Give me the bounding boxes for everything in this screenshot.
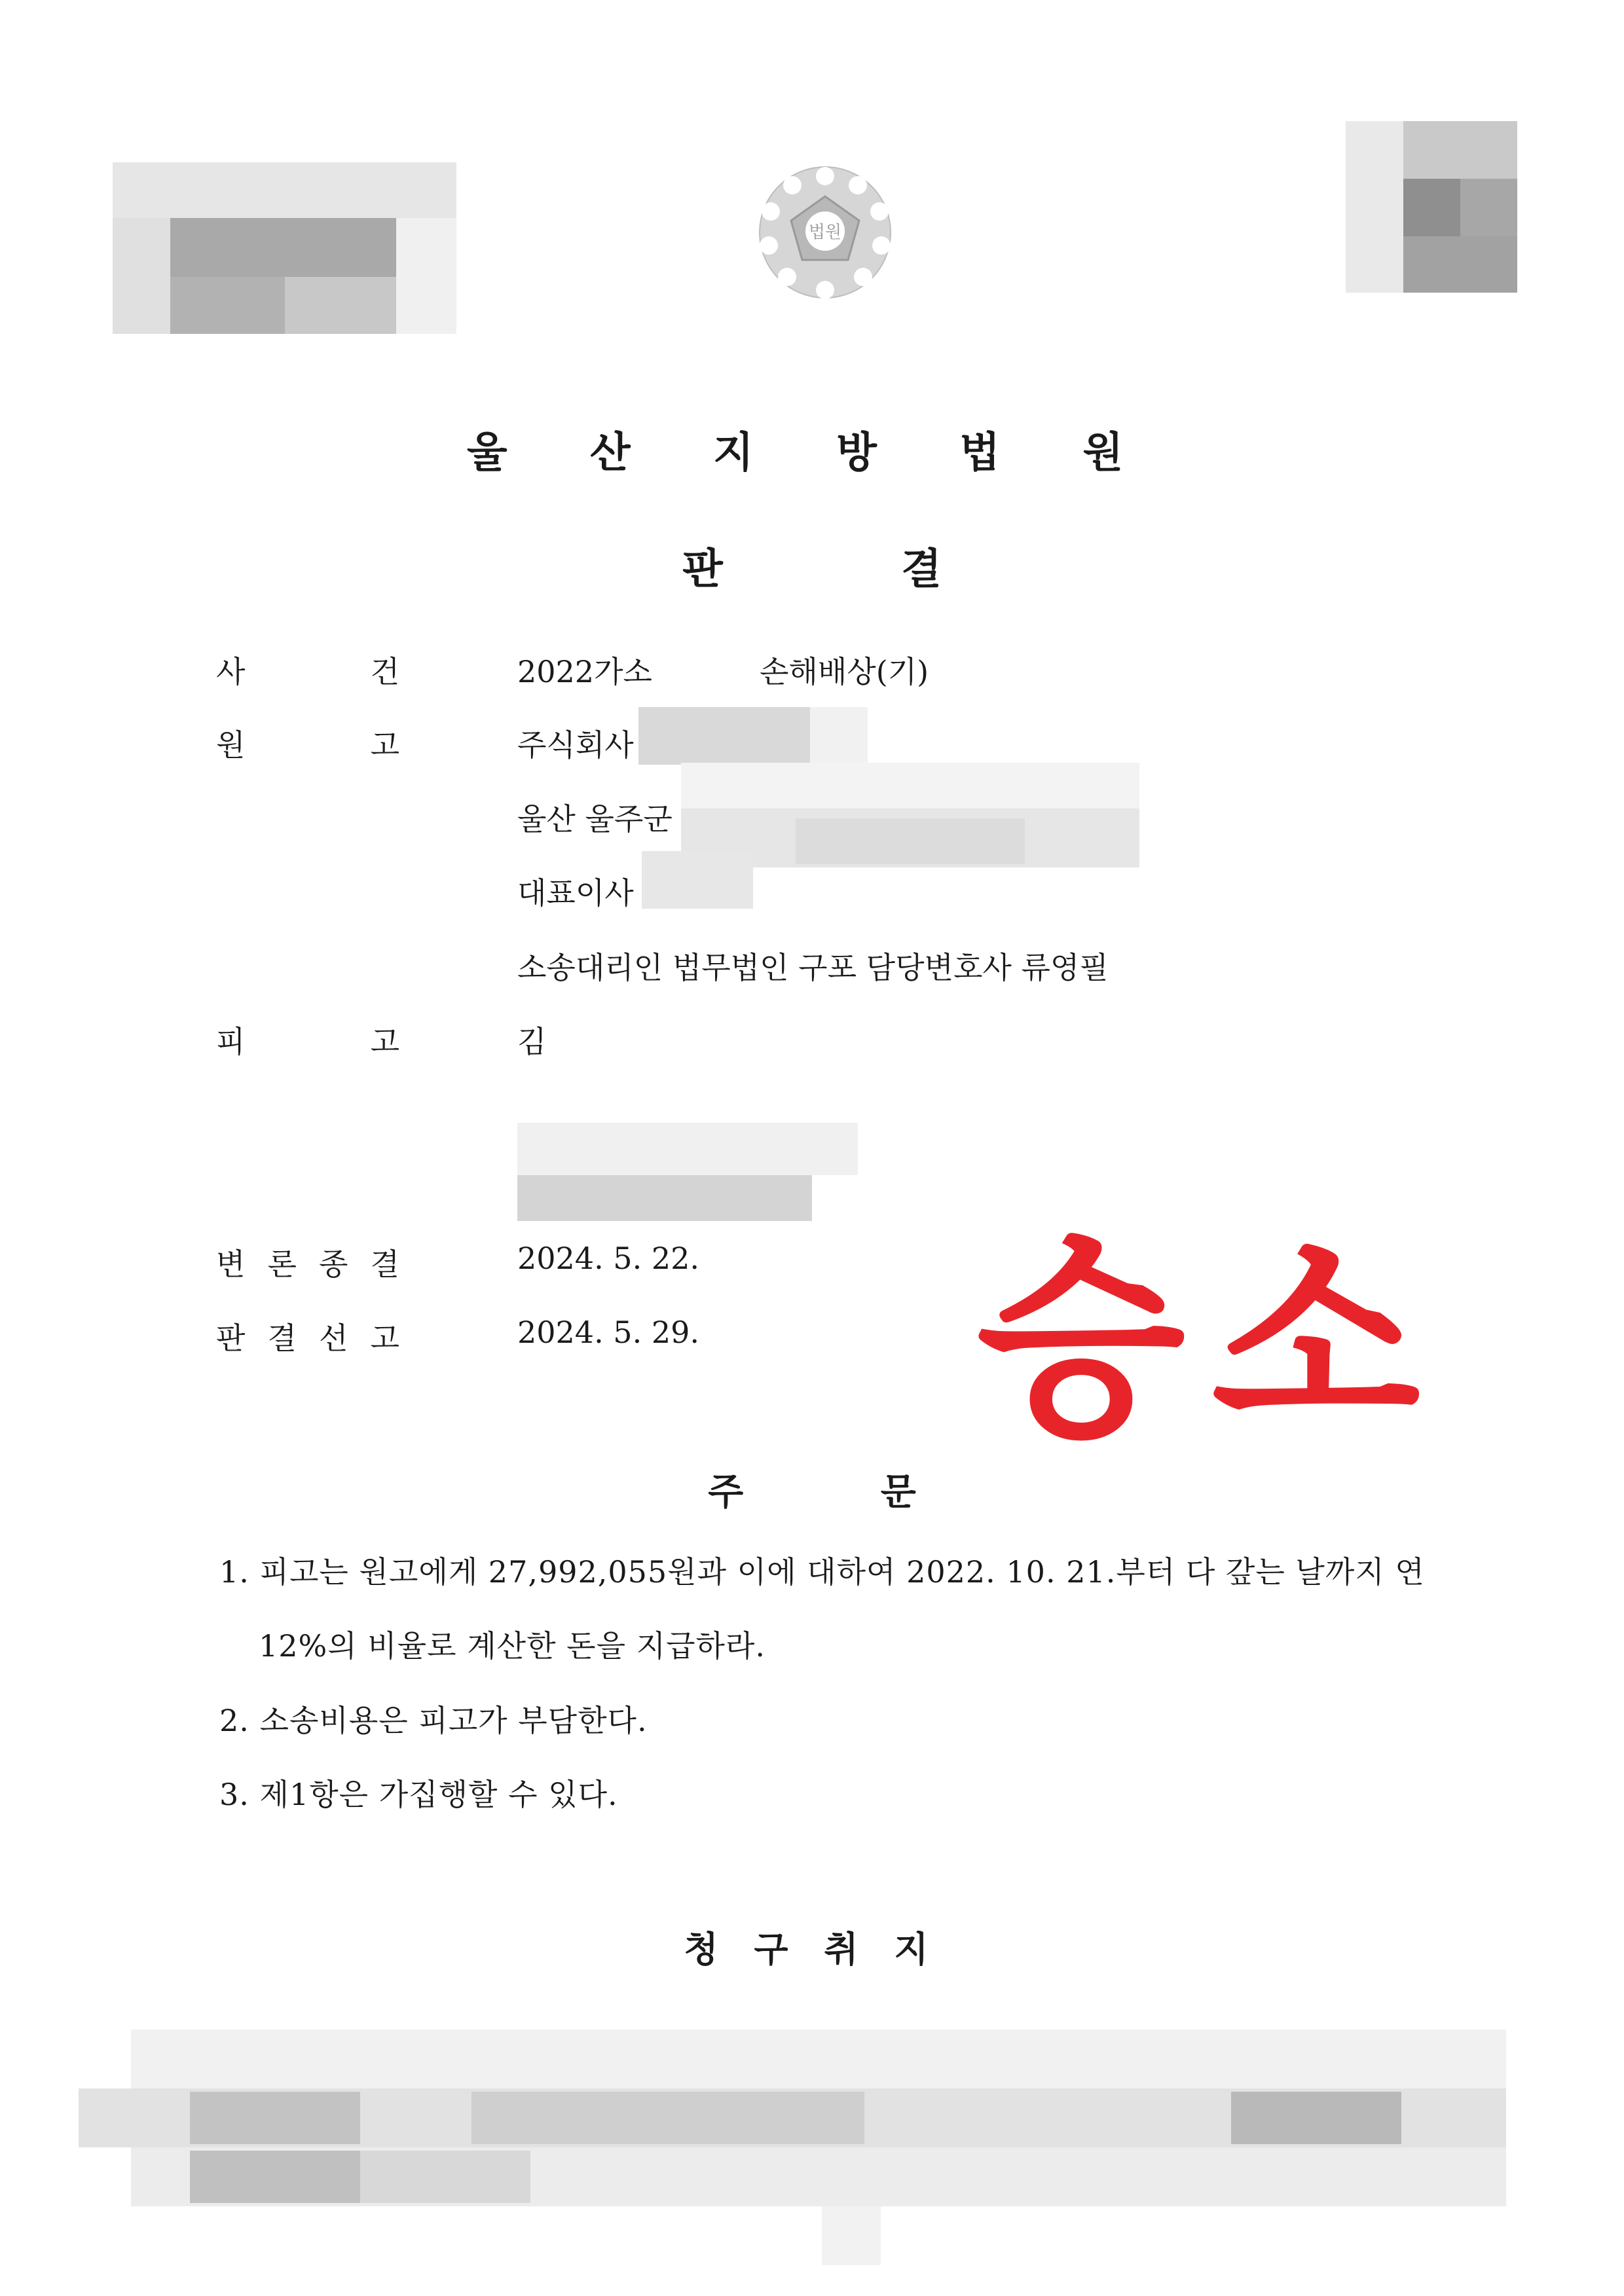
document-title: 판 결 <box>682 545 942 594</box>
plaintiff-representative: 대표이사 <box>517 875 634 911</box>
closing-label: 변 론 종 결 <box>216 1247 399 1282</box>
redacted-defendant-address <box>517 1123 858 1221</box>
court-emblem-icon <box>753 160 897 304</box>
order-item-1-cont: 12%의 비율로 계산한 돈을 지급하라. <box>259 1628 766 1664</box>
redacted-representative <box>642 851 753 909</box>
emblem-text: 법원 <box>808 223 842 242</box>
svg-text:승소: 승소 <box>976 1218 1447 1460</box>
victory-stamp <box>845 1218 1578 1460</box>
ruling-date: 2024. 5. 29. <box>517 1315 699 1350</box>
order-item-2: 2. 소송비용은 피고가 부담한다. <box>219 1703 648 1738</box>
order-item-3: 3. 제1항은 가집행할 수 있다. <box>219 1777 618 1812</box>
redacted-header-right <box>1346 121 1517 293</box>
case-label: 사 건 <box>216 654 399 689</box>
court-name: 울 산 지 방 법 원 <box>466 428 1158 477</box>
ruling-label: 판 결 선 고 <box>216 1321 399 1356</box>
closing-date: 2024. 5. 22. <box>517 1241 699 1276</box>
defendant-name: 김 <box>517 1024 547 1059</box>
case-name: 손해배상(기) <box>760 654 929 689</box>
defendant-label: 피 고 <box>216 1024 399 1059</box>
plaintiff-address: 울산 울주군 <box>517 801 673 837</box>
claim-title: 청 구 취 지 <box>684 1928 940 1970</box>
order-title: 주 문 <box>708 1470 916 1514</box>
plaintiff-company: 주식회사 <box>517 727 634 763</box>
redacted-header-left <box>113 162 456 334</box>
order-item-1: 1. 피고는 원고에게 27,992,055원과 이에 대하여 2022. 10. 21.부터 다 갚는 날까지 연 <box>219 1554 1425 1590</box>
case-number: 2022가소 <box>517 654 652 689</box>
redacted-claim-text <box>79 2030 1506 2291</box>
redacted-company <box>638 707 868 765</box>
plaintiff-counsel: 소송대리인 법무법인 구포 담당변호사 류영필 <box>517 950 1109 985</box>
plaintiff-label: 원 고 <box>216 727 399 763</box>
